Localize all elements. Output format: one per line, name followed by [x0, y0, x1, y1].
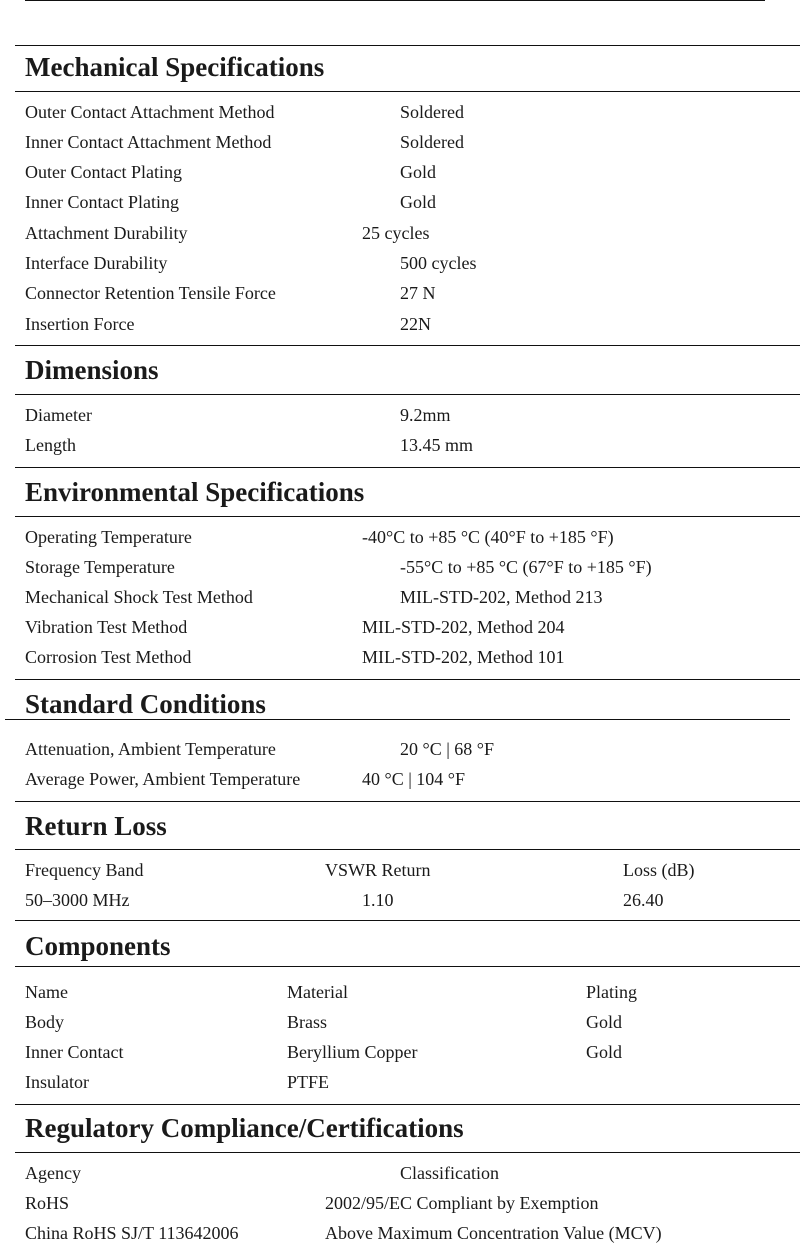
- spec-value: MIL-STD-202, Method 204: [362, 617, 565, 637]
- table-header: Loss (dB): [623, 860, 695, 880]
- table-header: Plating: [586, 982, 638, 1002]
- section-title-return-loss: Return Loss: [25, 811, 167, 841]
- table-cell: 50–3000 MHz: [25, 890, 130, 910]
- spec-label: Inner Contact Plating: [25, 192, 179, 212]
- table-header: Name: [25, 982, 68, 1002]
- spec-label: Length: [25, 435, 76, 455]
- spec-label: Storage Temperature: [25, 557, 175, 577]
- spec-label: Operating Temperature: [25, 527, 192, 547]
- table-cell: 26.40: [623, 890, 664, 910]
- table-cell: 2002/95/EC Compliant by Exemption: [325, 1193, 599, 1213]
- section-rule: [15, 394, 800, 395]
- table-cell: Beryllium Copper: [287, 1042, 418, 1062]
- spec-value: MIL-STD-202, Method 101: [362, 647, 565, 667]
- spec-value: 9.2mm: [400, 405, 451, 425]
- section-title-mechanical: Mechanical Specifications: [25, 52, 325, 82]
- spec-value: Gold: [400, 162, 436, 182]
- table-cell: Inner Contact: [25, 1042, 124, 1062]
- table-cell: Gold: [586, 1012, 622, 1032]
- spec-label: Connector Retention Tensile Force: [25, 283, 276, 303]
- spec-value: -40°C to +85 °C (40°F to +185 °F): [362, 527, 614, 547]
- table-cell: RoHS: [25, 1193, 70, 1213]
- table-header: Agency: [25, 1163, 81, 1183]
- spec-value: Gold: [400, 192, 436, 212]
- spec-value: -55°C to +85 °C (67°F to +185 °F): [400, 557, 652, 577]
- section-rule: [5, 719, 790, 720]
- spec-value: 20 °C | 68 °F: [400, 739, 495, 759]
- section-rule: [15, 467, 800, 468]
- spec-value: 25 cycles: [362, 223, 430, 243]
- section-rule: [15, 516, 800, 517]
- table-header: Classification: [400, 1163, 499, 1183]
- section-title-regulatory: Regulatory Compliance/Certifications: [25, 1113, 464, 1143]
- section-rule: [15, 849, 800, 850]
- section-title-environmental: Environmental Specifications: [25, 477, 365, 507]
- spec-label: Interface Durability: [25, 253, 168, 273]
- table-header: Frequency Band: [25, 860, 144, 880]
- section-rule: [15, 345, 800, 346]
- spec-value: MIL-STD-202, Method 213: [400, 587, 603, 607]
- table-cell: Insulator: [25, 1072, 89, 1092]
- spec-label: Outer Contact Attachment Method: [25, 102, 275, 122]
- spec-value: Soldered: [400, 132, 464, 152]
- section-rule: [15, 801, 800, 802]
- spec-label: Vibration Test Method: [25, 617, 188, 637]
- top-rule: [25, 0, 765, 1]
- section-rule: [15, 966, 800, 967]
- spec-value: 500 cycles: [400, 253, 477, 273]
- table-cell: PTFE: [287, 1072, 330, 1092]
- table-cell: Brass: [287, 1012, 327, 1032]
- section-title-dimensions: Dimensions: [25, 355, 159, 385]
- section-rule: [15, 45, 800, 46]
- spec-value: Soldered: [400, 102, 464, 122]
- section-title-standard-conditions: Standard Conditions: [25, 689, 266, 719]
- spec-label: Attachment Durability: [25, 223, 188, 243]
- section-rule: [15, 920, 800, 921]
- spec-label: Inner Contact Attachment Method: [25, 132, 272, 152]
- table-cell: Gold: [586, 1042, 622, 1062]
- section-title-components: Components: [25, 931, 171, 961]
- section-rule: [15, 679, 800, 680]
- table-cell: China RoHS SJ/T 113642006: [25, 1223, 239, 1243]
- table-cell: 1.10: [362, 890, 394, 910]
- table-cell: Above Maximum Concentration Value (MCV): [325, 1223, 662, 1243]
- spec-label: Attenuation, Ambient Temperature: [25, 739, 276, 759]
- spec-label: Corrosion Test Method: [25, 647, 192, 667]
- spec-label: Insertion Force: [25, 314, 135, 334]
- spec-label: Diameter: [25, 405, 92, 425]
- spec-value: 22N: [400, 314, 431, 334]
- table-cell: Body: [25, 1012, 65, 1032]
- spec-label: Average Power, Ambient Temperature: [25, 769, 301, 789]
- table-header: Material: [287, 982, 348, 1002]
- spec-label: Outer Contact Plating: [25, 162, 182, 182]
- spec-label: Mechanical Shock Test Method: [25, 587, 253, 607]
- table-header: VSWR Return: [325, 860, 431, 880]
- section-rule: [15, 91, 800, 92]
- section-rule: [15, 1152, 800, 1153]
- spec-value: 40 °C | 104 °F: [362, 769, 466, 789]
- spec-value: 27 N: [400, 283, 436, 303]
- section-rule: [15, 1104, 800, 1105]
- spec-value: 13.45 mm: [400, 435, 474, 455]
